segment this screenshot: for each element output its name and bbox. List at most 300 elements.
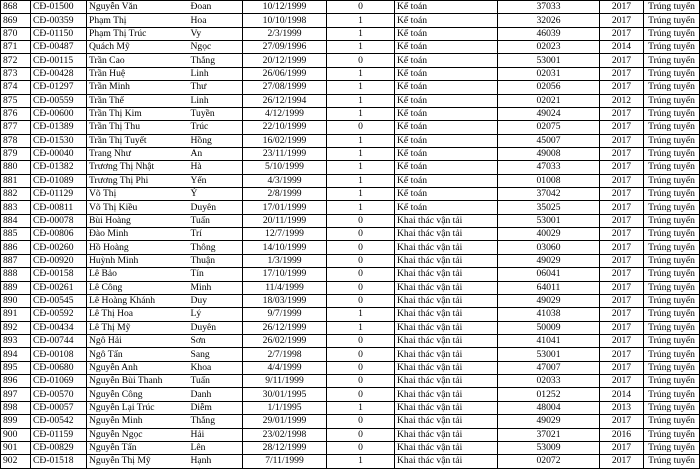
major-cell: Khai thác vận tải bbox=[395, 388, 498, 401]
candidate-code-cell: CĐ-00744 bbox=[31, 334, 87, 347]
candidate-code-cell: CĐ-01069 bbox=[31, 375, 87, 388]
row-number-cell: 893 bbox=[1, 334, 31, 347]
candidate-code-cell: CĐ-00680 bbox=[31, 361, 87, 374]
gender-cell: 1 bbox=[327, 14, 395, 27]
table-row bbox=[1, 174, 700, 187]
graduation-year-cell: 2017 bbox=[600, 441, 644, 454]
first-name-cell: Trí bbox=[189, 228, 243, 241]
row-number-cell: 895 bbox=[1, 361, 31, 374]
candidate-code-cell: CĐ-00359 bbox=[31, 14, 87, 27]
major-cell: Khai thác vận tải bbox=[395, 308, 498, 321]
table-row bbox=[1, 228, 700, 241]
birth-date-cell: 23/02/1998 bbox=[243, 428, 327, 441]
gender-cell: 0 bbox=[327, 361, 395, 374]
code-cell: 49024 bbox=[498, 107, 600, 120]
gender-cell: 0 bbox=[327, 388, 395, 401]
candidate-code-cell: CĐ-01518 bbox=[31, 455, 87, 468]
last-name-cell: Nguyễn Anh bbox=[87, 361, 189, 374]
code-cell: 01008 bbox=[498, 174, 600, 187]
last-name-cell: Lê Bảo bbox=[87, 268, 189, 281]
last-name-cell: Hồ Hoàng bbox=[87, 241, 189, 254]
row-number-cell: 876 bbox=[1, 107, 31, 120]
result-cell: Trúng tuyển bbox=[644, 147, 700, 160]
graduation-year-cell: 2017 bbox=[600, 348, 644, 361]
last-name-cell: Trang Như bbox=[87, 147, 189, 160]
graduation-year-cell: 2017 bbox=[600, 228, 644, 241]
table-body bbox=[1, 1, 700, 469]
table-row bbox=[1, 268, 700, 281]
candidate-code-cell: CĐ-00592 bbox=[31, 308, 87, 321]
code-cell: 40029 bbox=[498, 228, 600, 241]
row-number-cell: 892 bbox=[1, 321, 31, 334]
candidate-code-cell: CĐ-00829 bbox=[31, 441, 87, 454]
candidate-code-cell: CĐ-00806 bbox=[31, 228, 87, 241]
candidate-code-cell: CĐ-01500 bbox=[31, 1, 87, 14]
major-cell: Kế toán bbox=[395, 27, 498, 40]
graduation-year-cell: 2017 bbox=[600, 161, 644, 174]
result-cell: Trúng tuyển bbox=[644, 41, 700, 54]
first-name-cell: Ý bbox=[189, 188, 243, 201]
table-row bbox=[1, 161, 700, 174]
first-name-cell: Linh bbox=[189, 67, 243, 80]
graduation-year-cell: 2017 bbox=[600, 54, 644, 67]
table-row bbox=[1, 388, 700, 401]
code-cell: 41041 bbox=[498, 334, 600, 347]
first-name-cell: Diễm bbox=[189, 401, 243, 414]
graduation-year-cell: 2017 bbox=[600, 188, 644, 201]
first-name-cell: Sang bbox=[189, 348, 243, 361]
gender-cell: 0 bbox=[327, 214, 395, 227]
first-name-cell: Tuyền bbox=[189, 107, 243, 120]
birth-date-cell: 2/3/1999 bbox=[243, 27, 327, 40]
candidate-code-cell: CĐ-00920 bbox=[31, 254, 87, 267]
gender-cell: 0 bbox=[327, 121, 395, 134]
result-cell: Trúng tuyển bbox=[644, 268, 700, 281]
gender-cell: 0 bbox=[327, 348, 395, 361]
table-row bbox=[1, 188, 700, 201]
last-name-cell: Nguyễn Lại Trúc bbox=[87, 401, 189, 414]
result-cell: Trúng tuyển bbox=[644, 107, 700, 120]
table-row bbox=[1, 147, 700, 160]
row-number-cell: 889 bbox=[1, 281, 31, 294]
birth-date-cell: 1/1/1995 bbox=[243, 401, 327, 414]
code-cell: 02075 bbox=[498, 121, 600, 134]
major-cell: Kế toán bbox=[395, 1, 498, 14]
major-cell: Khai thác vận tải bbox=[395, 348, 498, 361]
code-cell: 02033 bbox=[498, 375, 600, 388]
major-cell: Khai thác vận tải bbox=[395, 268, 498, 281]
gender-cell: 0 bbox=[327, 241, 395, 254]
candidate-code-cell: CĐ-00158 bbox=[31, 268, 87, 281]
major-cell: Kế toán bbox=[395, 174, 498, 187]
result-cell: Trúng tuyển bbox=[644, 321, 700, 334]
major-cell: Kế toán bbox=[395, 81, 498, 94]
code-cell: 02023 bbox=[498, 41, 600, 54]
gender-cell: 1 bbox=[327, 188, 395, 201]
first-name-cell: Thư bbox=[189, 81, 243, 94]
code-cell: 49008 bbox=[498, 147, 600, 160]
gender-cell: 0 bbox=[327, 54, 395, 67]
row-number-cell: 872 bbox=[1, 54, 31, 67]
birth-date-cell: 26/12/1999 bbox=[243, 321, 327, 334]
major-cell: Khai thác vận tải bbox=[395, 441, 498, 454]
birth-date-cell: 26/06/1999 bbox=[243, 67, 327, 80]
table-row bbox=[1, 455, 700, 468]
first-name-cell: Thông bbox=[189, 241, 243, 254]
gender-cell: 0 bbox=[327, 254, 395, 267]
gender-cell: 0 bbox=[327, 334, 395, 347]
gender-cell: 1 bbox=[327, 67, 395, 80]
row-number-cell: 885 bbox=[1, 228, 31, 241]
row-number-cell: 881 bbox=[1, 174, 31, 187]
last-name-cell: Trần Thị Tuyết bbox=[87, 134, 189, 147]
row-number-cell: 901 bbox=[1, 441, 31, 454]
birth-date-cell: 2/8/1999 bbox=[243, 188, 327, 201]
gender-cell: 0 bbox=[327, 415, 395, 428]
gender-cell: 0 bbox=[327, 441, 395, 454]
candidate-code-cell: CĐ-01159 bbox=[31, 428, 87, 441]
result-cell: Trúng tuyển bbox=[644, 455, 700, 468]
result-cell: Trúng tuyển bbox=[644, 67, 700, 80]
result-cell: Trúng tuyển bbox=[644, 241, 700, 254]
code-cell: 02021 bbox=[498, 94, 600, 107]
candidate-code-cell: CĐ-01129 bbox=[31, 188, 87, 201]
table-row bbox=[1, 294, 700, 307]
first-name-cell: Đoan bbox=[189, 1, 243, 14]
graduation-year-cell: 2017 bbox=[600, 81, 644, 94]
candidate-code-cell: CĐ-00057 bbox=[31, 401, 87, 414]
first-name-cell: An bbox=[189, 147, 243, 160]
last-name-cell: Trần Thế bbox=[87, 94, 189, 107]
result-cell: Trúng tuyển bbox=[644, 201, 700, 214]
candidate-code-cell: CĐ-01530 bbox=[31, 134, 87, 147]
graduation-year-cell: 2017 bbox=[600, 415, 644, 428]
table-row bbox=[1, 41, 700, 54]
gender-cell: 1 bbox=[327, 107, 395, 120]
result-cell: Trúng tuyển bbox=[644, 361, 700, 374]
graduation-year-cell: 2017 bbox=[600, 308, 644, 321]
code-cell: 02031 bbox=[498, 67, 600, 80]
graduation-year-cell: 2017 bbox=[600, 67, 644, 80]
last-name-cell: Ngô Tấn bbox=[87, 348, 189, 361]
code-cell: 53001 bbox=[498, 348, 600, 361]
candidate-code-cell: CĐ-00040 bbox=[31, 147, 87, 160]
row-number-cell: 870 bbox=[1, 27, 31, 40]
birth-date-cell: 28/12/1999 bbox=[243, 441, 327, 454]
first-name-cell: Hải bbox=[189, 428, 243, 441]
row-number-cell: 891 bbox=[1, 308, 31, 321]
last-name-cell: Lê Công bbox=[87, 281, 189, 294]
table-row bbox=[1, 134, 700, 147]
result-cell: Trúng tuyển bbox=[644, 94, 700, 107]
last-name-cell: Nguyễn Minh bbox=[87, 415, 189, 428]
first-name-cell: Trúc bbox=[189, 121, 243, 134]
birth-date-cell: 9/7/1999 bbox=[243, 308, 327, 321]
result-cell: Trúng tuyển bbox=[644, 348, 700, 361]
result-cell: Trúng tuyển bbox=[644, 308, 700, 321]
result-cell: Trúng tuyển bbox=[644, 134, 700, 147]
row-number-cell: 871 bbox=[1, 41, 31, 54]
gender-cell: 1 bbox=[327, 455, 395, 468]
major-cell: Khai thác vận tải bbox=[395, 254, 498, 267]
result-cell: Trúng tuyển bbox=[644, 228, 700, 241]
major-cell: Khai thác vận tải bbox=[395, 228, 498, 241]
birth-date-cell: 4/3/1999 bbox=[243, 174, 327, 187]
graduation-year-cell: 2017 bbox=[600, 14, 644, 27]
major-cell: Kế toán bbox=[395, 161, 498, 174]
result-cell: Trúng tuyển bbox=[644, 214, 700, 227]
last-name-cell: Đào Minh bbox=[87, 228, 189, 241]
row-number-cell: 888 bbox=[1, 268, 31, 281]
candidate-code-cell: CĐ-00428 bbox=[31, 67, 87, 80]
major-cell: Kế toán bbox=[395, 107, 498, 120]
gender-cell: 1 bbox=[327, 94, 395, 107]
result-cell: Trúng tuyển bbox=[644, 388, 700, 401]
last-name-cell: Ngô Hải bbox=[87, 334, 189, 347]
last-name-cell: Nguyễn Công bbox=[87, 388, 189, 401]
graduation-year-cell: 2017 bbox=[600, 1, 644, 14]
candidate-code-cell: CĐ-00108 bbox=[31, 348, 87, 361]
last-name-cell: Lê Thị Mỹ bbox=[87, 321, 189, 334]
graduation-year-cell: 2017 bbox=[600, 241, 644, 254]
graduation-year-cell: 2017 bbox=[600, 294, 644, 307]
candidate-code-cell: CĐ-00542 bbox=[31, 415, 87, 428]
gender-cell: 0 bbox=[327, 294, 395, 307]
gender-cell: 0 bbox=[327, 1, 395, 14]
birth-date-cell: 20/12/1999 bbox=[243, 54, 327, 67]
last-name-cell: Trương Thị Phi bbox=[87, 174, 189, 187]
code-cell: 35025 bbox=[498, 201, 600, 214]
result-cell: Trúng tuyển bbox=[644, 1, 700, 14]
first-name-cell: Tuấn bbox=[189, 375, 243, 388]
row-number-cell: 887 bbox=[1, 254, 31, 267]
birth-date-cell: 7/11/1999 bbox=[243, 455, 327, 468]
result-cell: Trúng tuyển bbox=[644, 121, 700, 134]
birth-date-cell: 2/7/1998 bbox=[243, 348, 327, 361]
first-name-cell: Thuận bbox=[189, 254, 243, 267]
last-name-cell: Nguyễn Ngọc bbox=[87, 428, 189, 441]
major-cell: Kế toán bbox=[395, 188, 498, 201]
birth-date-cell: 16/02/1999 bbox=[243, 134, 327, 147]
graduation-year-cell: 2017 bbox=[600, 214, 644, 227]
major-cell: Kế toán bbox=[395, 134, 498, 147]
birth-date-cell: 10/10/1998 bbox=[243, 14, 327, 27]
graduation-year-cell: 2017 bbox=[600, 147, 644, 160]
graduation-year-cell: 2017 bbox=[600, 201, 644, 214]
table-row bbox=[1, 321, 700, 334]
table-row bbox=[1, 121, 700, 134]
table-row bbox=[1, 241, 700, 254]
gender-cell: 1 bbox=[327, 174, 395, 187]
last-name-cell: Quách Mỹ bbox=[87, 41, 189, 54]
result-cell: Trúng tuyển bbox=[644, 161, 700, 174]
birth-date-cell: 30/01/1995 bbox=[243, 388, 327, 401]
first-name-cell: Hà bbox=[189, 161, 243, 174]
last-name-cell: Trương Thị Nhật bbox=[87, 161, 189, 174]
major-cell: Kế toán bbox=[395, 67, 498, 80]
table-row bbox=[1, 348, 700, 361]
birth-date-cell: 22/10/1999 bbox=[243, 121, 327, 134]
graduation-year-cell: 2013 bbox=[600, 401, 644, 414]
gender-cell: 0 bbox=[327, 375, 395, 388]
result-cell: Trúng tuyển bbox=[644, 428, 700, 441]
candidate-code-cell: CĐ-01297 bbox=[31, 81, 87, 94]
major-cell: Kế toán bbox=[395, 41, 498, 54]
last-name-cell: Võ Thị bbox=[87, 188, 189, 201]
row-number-cell: 897 bbox=[1, 388, 31, 401]
graduation-year-cell: 2017 bbox=[600, 455, 644, 468]
code-cell: 02072 bbox=[498, 455, 600, 468]
first-name-cell: Danh bbox=[189, 388, 243, 401]
birth-date-cell: 5/10/1999 bbox=[243, 161, 327, 174]
gender-cell: 1 bbox=[327, 308, 395, 321]
gender-cell: 1 bbox=[327, 27, 395, 40]
gender-cell: 1 bbox=[327, 147, 395, 160]
graduation-year-cell: 2017 bbox=[600, 27, 644, 40]
gender-cell: 1 bbox=[327, 201, 395, 214]
first-name-cell: Lên bbox=[189, 441, 243, 454]
row-number-cell: 868 bbox=[1, 1, 31, 14]
row-number-cell: 873 bbox=[1, 67, 31, 80]
first-name-cell: Vy bbox=[189, 27, 243, 40]
graduation-year-cell: 2017 bbox=[600, 121, 644, 134]
row-number-cell: 900 bbox=[1, 428, 31, 441]
table-row bbox=[1, 214, 700, 227]
major-cell: Khai thác vận tải bbox=[395, 375, 498, 388]
code-cell: 47007 bbox=[498, 361, 600, 374]
first-name-cell: Linh bbox=[189, 94, 243, 107]
result-cell: Trúng tuyển bbox=[644, 14, 700, 27]
result-cell: Trúng tuyển bbox=[644, 294, 700, 307]
graduation-year-cell: 2017 bbox=[600, 268, 644, 281]
code-cell: 02056 bbox=[498, 81, 600, 94]
graduation-year-cell: 2017 bbox=[600, 321, 644, 334]
gender-cell: 1 bbox=[327, 41, 395, 54]
last-name-cell: Nguyễn Tấn bbox=[87, 441, 189, 454]
row-number-cell: 869 bbox=[1, 14, 31, 27]
table-row bbox=[1, 201, 700, 214]
candidate-code-cell: CĐ-00261 bbox=[31, 281, 87, 294]
first-name-cell: Duyên bbox=[189, 321, 243, 334]
graduation-year-cell: 2017 bbox=[600, 134, 644, 147]
last-name-cell: Nguyễn Bùi Thanh bbox=[87, 375, 189, 388]
result-cell: Trúng tuyển bbox=[644, 441, 700, 454]
row-number-cell: 883 bbox=[1, 201, 31, 214]
table-row bbox=[1, 54, 700, 67]
candidate-code-cell: CĐ-01389 bbox=[31, 121, 87, 134]
last-name-cell: Huỳnh Minh bbox=[87, 254, 189, 267]
last-name-cell: Trần Minh bbox=[87, 81, 189, 94]
major-cell: Khai thác vận tải bbox=[395, 334, 498, 347]
result-cell: Trúng tuyển bbox=[644, 415, 700, 428]
result-cell: Trúng tuyển bbox=[644, 281, 700, 294]
code-cell: 46039 bbox=[498, 27, 600, 40]
code-cell: 53009 bbox=[498, 441, 600, 454]
table-row bbox=[1, 27, 700, 40]
candidate-code-cell: CĐ-01150 bbox=[31, 27, 87, 40]
result-cell: Trúng tuyển bbox=[644, 54, 700, 67]
first-name-cell: Thắng bbox=[189, 415, 243, 428]
candidate-code-cell: CĐ-00570 bbox=[31, 388, 87, 401]
code-cell: 45007 bbox=[498, 134, 600, 147]
row-number-cell: 878 bbox=[1, 134, 31, 147]
table-row bbox=[1, 375, 700, 388]
last-name-cell: Lê Thị Hoa bbox=[87, 308, 189, 321]
major-cell: Kế toán bbox=[395, 121, 498, 134]
candidate-code-cell: CĐ-00545 bbox=[31, 294, 87, 307]
table-row bbox=[1, 401, 700, 414]
code-cell: 41038 bbox=[498, 308, 600, 321]
table-row bbox=[1, 254, 700, 267]
first-name-cell: Duyên bbox=[189, 201, 243, 214]
table-row bbox=[1, 361, 700, 374]
code-cell: 37021 bbox=[498, 428, 600, 441]
first-name-cell: Hạnh bbox=[189, 455, 243, 468]
graduation-year-cell: 2017 bbox=[600, 361, 644, 374]
major-cell: Khai thác vận tải bbox=[395, 401, 498, 414]
birth-date-cell: 27/08/1999 bbox=[243, 81, 327, 94]
graduation-year-cell: 2012 bbox=[600, 94, 644, 107]
first-name-cell: Thắng bbox=[189, 54, 243, 67]
birth-date-cell: 23/11/1999 bbox=[243, 147, 327, 160]
graduation-year-cell: 2017 bbox=[600, 334, 644, 347]
graduation-year-cell: 2017 bbox=[600, 375, 644, 388]
last-name-cell: Bùi Hoàng bbox=[87, 214, 189, 227]
major-cell: Khai thác vận tải bbox=[395, 321, 498, 334]
table-row bbox=[1, 81, 700, 94]
graduation-year-cell: 2017 bbox=[600, 254, 644, 267]
birth-date-cell: 20/11/1999 bbox=[243, 214, 327, 227]
first-name-cell: Hồng bbox=[189, 134, 243, 147]
table-row bbox=[1, 428, 700, 441]
table-row bbox=[1, 415, 700, 428]
row-number-cell: 896 bbox=[1, 375, 31, 388]
birth-date-cell: 26/02/1999 bbox=[243, 334, 327, 347]
gender-cell: 0 bbox=[327, 268, 395, 281]
last-name-cell: Nguyễn Văn bbox=[87, 1, 189, 14]
birth-date-cell: 12/7/1999 bbox=[243, 228, 327, 241]
row-number-cell: 898 bbox=[1, 401, 31, 414]
candidate-code-cell: CĐ-00115 bbox=[31, 54, 87, 67]
candidate-code-cell: CĐ-00078 bbox=[31, 214, 87, 227]
table-row bbox=[1, 1, 700, 14]
result-cell: Trúng tuyển bbox=[644, 401, 700, 414]
candidate-code-cell: CĐ-01089 bbox=[31, 174, 87, 187]
graduation-year-cell: 2017 bbox=[600, 174, 644, 187]
row-number-cell: 894 bbox=[1, 348, 31, 361]
birth-date-cell: 10/12/1999 bbox=[243, 1, 327, 14]
graduation-year-cell: 2016 bbox=[600, 428, 644, 441]
last-name-cell: Lê Hoàng Khánh bbox=[87, 294, 189, 307]
result-cell: Trúng tuyển bbox=[644, 174, 700, 187]
gender-cell: 1 bbox=[327, 81, 395, 94]
table-row bbox=[1, 14, 700, 27]
row-number-cell: 877 bbox=[1, 121, 31, 134]
row-number-cell: 902 bbox=[1, 455, 31, 468]
last-name-cell: Võ Thị Kiều bbox=[87, 201, 189, 214]
table-row bbox=[1, 107, 700, 120]
result-cell: Trúng tuyển bbox=[644, 254, 700, 267]
major-cell: Khai thác vận tải bbox=[395, 361, 498, 374]
code-cell: 01252 bbox=[498, 388, 600, 401]
graduation-year-cell: 2014 bbox=[600, 41, 644, 54]
candidate-code-cell: CĐ-00600 bbox=[31, 107, 87, 120]
code-cell: 49029 bbox=[498, 415, 600, 428]
row-number-cell: 886 bbox=[1, 241, 31, 254]
birth-date-cell: 29/01/1999 bbox=[243, 415, 327, 428]
candidate-code-cell: CĐ-00559 bbox=[31, 94, 87, 107]
last-name-cell: Trần Huệ bbox=[87, 67, 189, 80]
